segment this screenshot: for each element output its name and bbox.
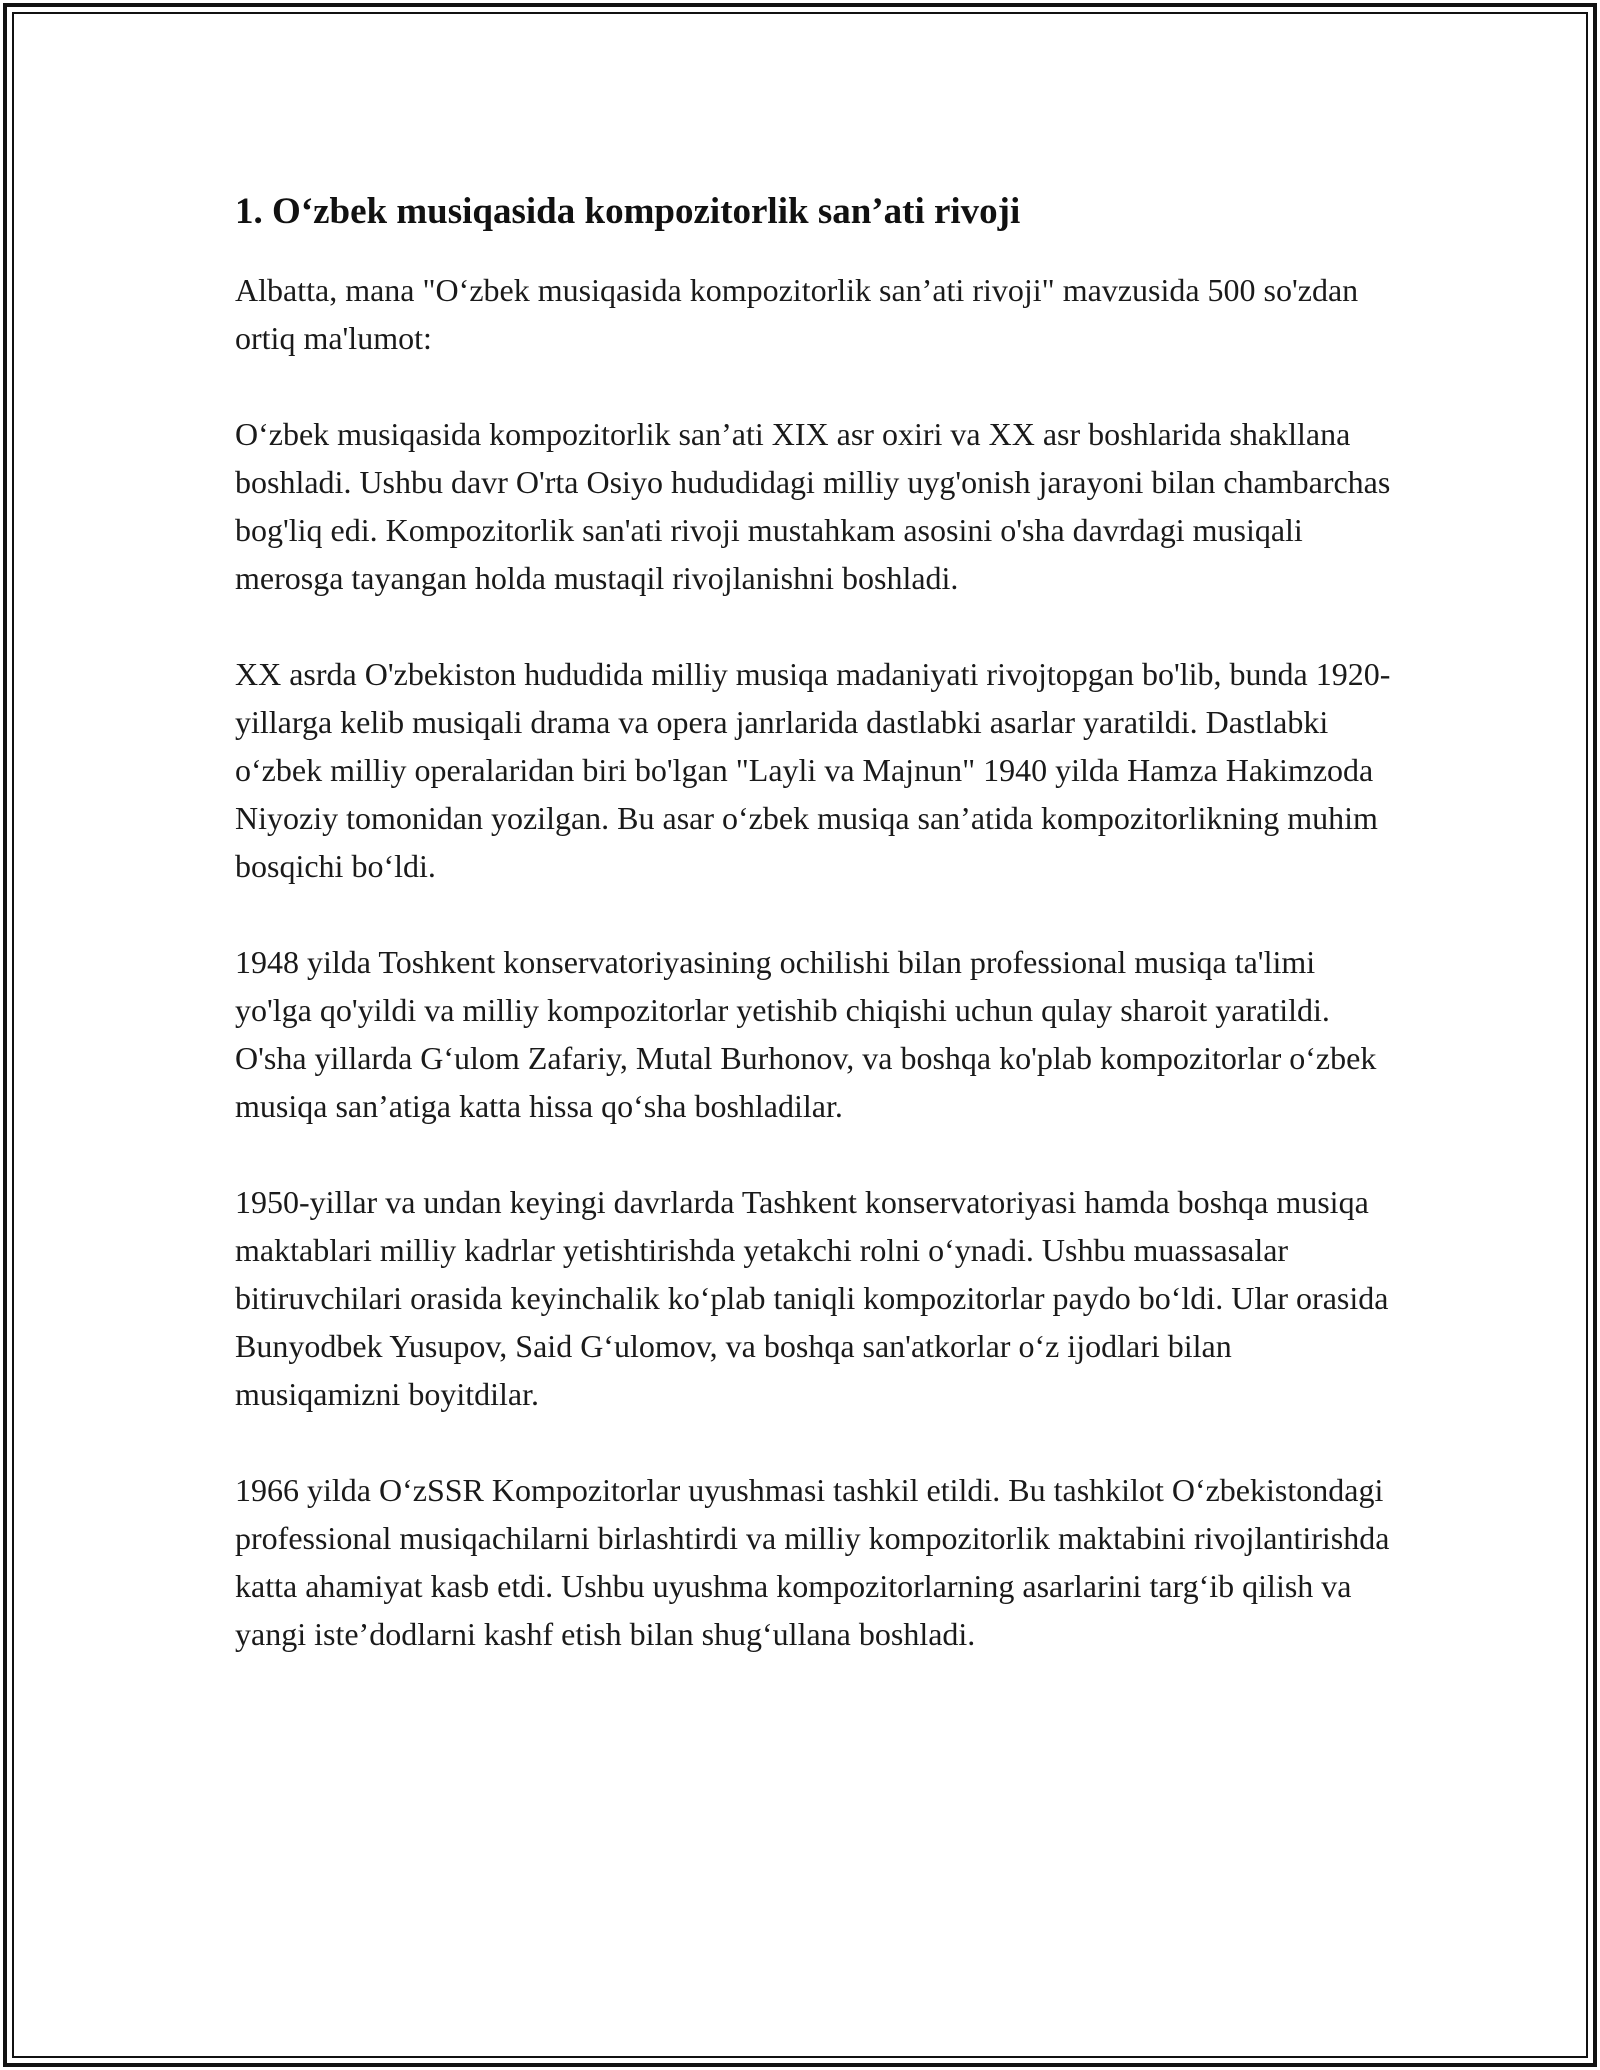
paragraph-1950s: 1950-yillar va undan keyingi davrlarda Tashkent konservatoriyasi hamda boshqa musiqa maktablari milliy kadrlar yetishtirishda yetakchi rolni o‘ynadi. Ushbu muassasalar bitiruvchilari orasida keyinchalik ko‘plab taniqli kompozitorlar paydo bo‘ldi. Ular orasida Bunyodbek Yusupov, Said G‘ulomov, va boshqa san'atkorlar o‘z ijodlari bilan musiqamizni boyitdilar.: [235, 1184, 1389, 1412]
paragraph-origins: O‘zbek musiqasida kompozitorlik san’ati XIX asr oxiri va XX asr boshlarida shakllana boshladi. Ushbu davr O'rta Osiyo hududidagi milliy uyg'onish jarayoni bilan chambarchas bog'liq edi. Kompozitorlik san'ati rivoji mustahkam asosini o'sha davrdagi musiqali merosga tayangan holda mustaqil rivojlanishni boshladi.: [235, 416, 1391, 596]
document-body: [235, 188, 1395, 1706]
intro-paragraph: Albatta, mana "O‘zbek musiqasida kompozitorlik san’ati rivoji" mavzusida 500 so'zdan ortiq ma'lumot:: [235, 272, 1359, 356]
paragraph-20th-century: XX asrda O'zbekiston hududida milliy musiqa madaniyati rivojtopgan bo'lib, bunda 1920-yillarga kelib musiqali drama va opera janrlarida dastlabki asarlar yaratildi. Dastlabki o‘zbek milliy operalaridan biri bo'lgan "Layli va Majnun" 1940 yilda Hamza Hakimzoda Niyoziy tomonidan yozilgan. Bu asar o‘zbek musiqa san’atida kompozitorlikning muhim bosqichi bo‘ldi.: [235, 656, 1391, 884]
paragraph-1948: 1948 yilda Toshkent konservatoriyasining ochilishi bilan professional musiqa ta'limi yo'lga qo'yildi va milliy kompozitorlar yetishib chiqishi uchun qulay sharoit yaratildi. O'sha yillarda G‘ulom Zafariy, Mutal Burhonov, va boshqa ko'plab kompozitorlar o‘zbek musiqa san’atiga katta hissa qo‘sha boshladilar.: [235, 944, 1377, 1124]
paragraph-1966: 1966 yilda O‘zSSR Kompozitorlar uyushmasi tashkil etildi. Bu tashkilot O‘zbekistondagi professional musiqachilarni birlashtirdi va milliy kompozitorlik maktabini rivojlantirishda katta ahamiyat kasb etdi. Ushbu uyushma kompozitorlarning asarlarini targ‘ib qilish va yangi iste’dodlarni kashf etish bilan shug‘ullana boshladi.: [235, 1472, 1390, 1652]
section-heading: 1. O‘zbek musiqasida kompozitorlik san’ati rivoji: [235, 191, 1021, 232]
